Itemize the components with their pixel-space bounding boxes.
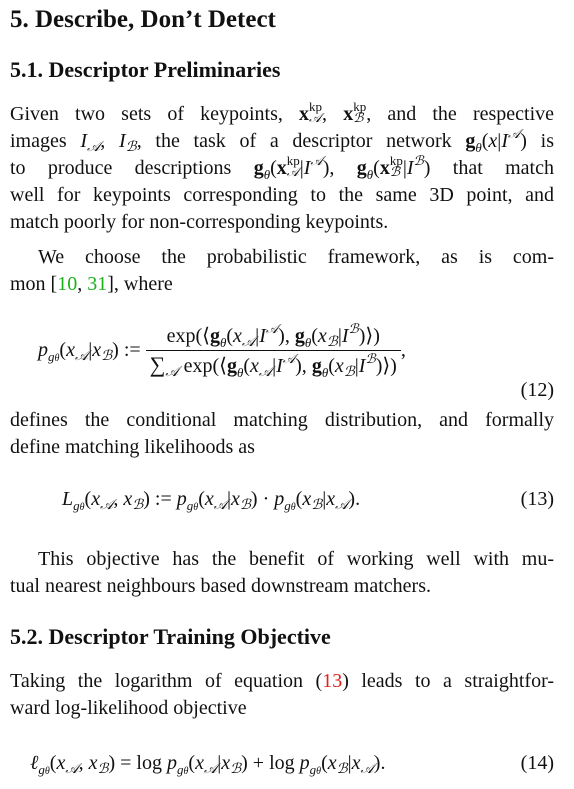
text-fragment: Taking the logarithm of equation ( (10, 670, 323, 692)
paragraph-framework (10, 244, 554, 298)
paragraph-line: define matching likelihoods as (10, 436, 255, 458)
paragraph-line: defines the conditional matching distribution, and formally (10, 409, 554, 431)
paragraph-line: tual nearest neighbours based downstream matchers. (10, 575, 431, 597)
text-fragment: mon [ (10, 273, 58, 295)
equation-13-number: (13) (520, 488, 554, 510)
equation-14-body: $\ell_{g\theta}(x_𝒜$, $x_ℬ) = \log p_{g\theta}(x_𝒜|x_ℬ) + \log p_{g\theta}(x_ℬ|x_𝒜)$. (30, 752, 386, 777)
equation-14 (10, 752, 554, 782)
equation-12-body: $p_{g\theta}(x_𝒜|x_ℬ)$ := $\frac{\exp(⟨g_\theta(x_𝒜|I^𝒜), g_\theta(x_ℬ|I^ℬ)⟩)}{\sum_𝒜 \exp(⟨g_\theta(x_𝒜|I^𝒜), g_\theta(x_ℬ|I^ℬ)⟩)}$ , (38, 321, 406, 380)
paragraph-line (10, 271, 554, 298)
citation-link-31[interactable]: 31 (87, 273, 108, 295)
text-fragment: ], where (107, 273, 173, 295)
paragraph-line: This objective has the benefit of working well with mu- (38, 548, 554, 570)
paragraph-line: We choose the probabilistic framework, as is com- (38, 246, 554, 268)
paragraph-line: well for keypoints corresponding to the same 3D point, and (10, 184, 554, 206)
text-fragment: ) leads to a straightfor- (342, 670, 555, 692)
paragraph-line: match poorly for non-corresponding keypoints. (10, 211, 389, 233)
paragraph-line: ward log-likelihood objective (10, 697, 247, 719)
paragraph-line: to produce descriptions $g_\theta(x$ kp 𝒜 $|I^𝒜$), $g_\theta(x$ kp ℬ $|I^ℬ$) that match (10, 153, 554, 182)
equation-14-number: (14) (520, 752, 554, 774)
equation-12 (10, 323, 554, 403)
paragraph-objective-benefit (10, 546, 554, 600)
paragraph-line (10, 668, 554, 695)
equation-13 (10, 488, 554, 518)
equation-12-number: (12) (520, 379, 554, 401)
paragraph-line: images $I_𝒜$, $I_ℬ$, the task of a descriptor network $g_\theta(x|I^𝒜)$ is (10, 126, 555, 155)
equation-ref-link-13[interactable]: 13 (322, 670, 343, 692)
equation-13-body: $L_{g\theta}(x_𝒜$, $x_ℬ$) := $p_{g\theta}(x_𝒜|x_ℬ) \cdot p_{g\theta}(x_ℬ|x_𝒜)$. (62, 488, 361, 513)
paragraph-log-likelihood (10, 668, 554, 722)
paragraph-likelihood (10, 407, 554, 461)
section-heading: 5. Describe, Don’t Detect (10, 6, 276, 33)
subsection-heading-training-objective: 5.2. Descriptor Training Objective (10, 624, 331, 649)
subsection-heading-preliminaries: 5.1. Descriptor Preliminaries (10, 57, 281, 82)
paragraph-preliminaries (10, 101, 554, 236)
paragraph-line: Given two sets of keypoints, x kp 𝒜 , x kp ℬ , and the respective (10, 99, 555, 125)
citation-link-10[interactable]: 10 (57, 273, 78, 295)
equation-12-fraction: $\frac{\exp(⟨g_\theta(x_𝒜|I^𝒜), g_\theta(x_ℬ|I^ℬ)⟩)}{\sum_𝒜 \exp(⟨g_\theta(x_𝒜|I^𝒜), g_\theta(x_ℬ|I^ℬ)⟩)}$ (146, 323, 401, 378)
text-fragment: , (77, 273, 88, 295)
